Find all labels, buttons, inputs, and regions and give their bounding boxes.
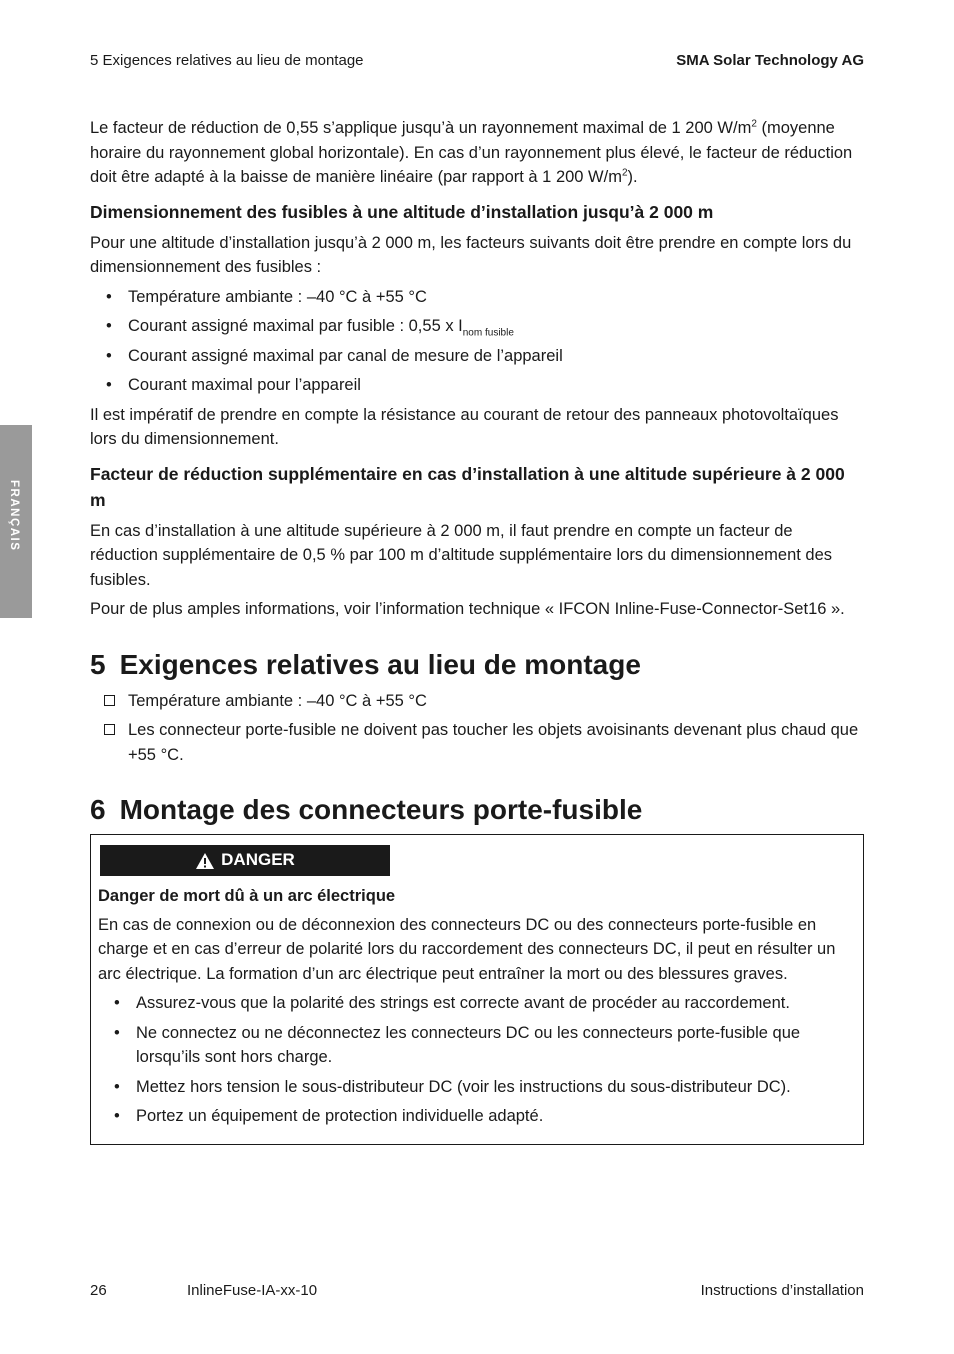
list-item: • Courant maximal pour l’appareil (90, 373, 864, 398)
page-number: 26 (90, 1282, 107, 1299)
danger-text: En cas de connexion ou de déconnexion des connecteurs DC ou des connecteurs porte-fusible en charge et en cas d’erreur de polarité lors du raccordement des connecteurs DC, il peut en résulter un arc électrique. La formation d’un arc électrique peut entraîner la mort ou des blessures graves. (98, 915, 836, 983)
list-item: • Température ambiante : –40 °C à +55 °C (90, 285, 864, 310)
checklist-item-text: Les connecteur porte-fusible ne doivent pas toucher les objets avoisinants devenant plus chaud que +55 °C. (128, 721, 859, 764)
list-item: • Mettez hors tension le sous-distributeur DC (voir les instructions du sous-distributeur DC). (98, 1075, 856, 1100)
fuse-factors-list (90, 285, 864, 398)
danger-notice (90, 834, 864, 1145)
intro-text-2: (moyenne horaire du rayonnement global horizontale). En cas d’un rayonnement plus élevé, le facteur de réduction doit être adapté à la baisse de manière linéaire (par rapport à 1 200 W/m (90, 119, 853, 186)
chapter-5-number: 5 (90, 648, 106, 680)
chapter-5-title: Exigences relatives au lieu de montage (119, 648, 641, 680)
header-section: 5 Exigences relatives au lieu de montage (90, 52, 364, 69)
checklist-item (90, 718, 864, 767)
page-content (90, 116, 864, 1145)
intro-text-3: ). (627, 168, 638, 186)
chapter-6-heading (90, 792, 864, 828)
danger-label: DANGER (221, 850, 295, 870)
danger-measures-list (98, 991, 856, 1129)
danger-label-bar (100, 845, 390, 876)
language-tab (0, 425, 32, 618)
intro-superscript-1: 2 (751, 118, 757, 130)
fuse-section-note: Il est impératif de prendre en compte la résistance au courant de retour des panneaux photovoltaïques lors du dimensionnement. (90, 405, 839, 448)
list-item: • Portez un équipement de protection individuelle adapté. (98, 1104, 856, 1129)
list-item-text: Courant assigné maximal par fusible : 0,55 x I (128, 317, 463, 335)
header-company: SMA Solar Technology AG (676, 52, 864, 69)
list-item (90, 314, 864, 339)
checkbox-icon (104, 695, 115, 706)
intro-text-1: Le facteur de réduction de 0,55 s’applique jusqu’à un rayonnement maximal de 1 200 W/m (90, 119, 752, 137)
warning-triangle-icon (195, 852, 215, 870)
fuse-section-heading: Dimensionnement des fusibles à une altitude d’installation jusqu’à 2 000 m (90, 201, 714, 222)
checkbox-icon (104, 724, 115, 735)
altitude-paragraph-1: En cas d’installation à une altitude supérieure à 2 000 m, il faut prendre en compte un facteur de réduction supplémentaire de 0,5 % par 100 m d’altitude supplémentaire lors du dimensionnement des fusibles. (90, 521, 833, 589)
intro-superscript-2: 2 (621, 167, 628, 179)
danger-title: Danger de mort dû à un arc électrique (98, 887, 396, 905)
intro-paragraph (90, 116, 864, 190)
document-code: InlineFuse-IA-xx-10 (187, 1282, 318, 1299)
chapter-6-number: 6 (90, 794, 106, 825)
list-item: • Assurez-vous que la polarité des strings est correcte avant de procéder au raccordement. (98, 991, 856, 1016)
chapter-6-title: Montage des connecteurs porte-fusible (119, 794, 643, 825)
list-item: • Courant assigné maximal par canal de mesure de l’appareil (90, 344, 864, 369)
chapter-5-heading (90, 647, 864, 683)
requirements-checklist (90, 689, 864, 768)
list-item-subscript: nom fusible (462, 327, 514, 339)
document-type: Instructions d’installation (700, 1282, 864, 1299)
fuse-section-intro: Pour une altitude d’installation jusqu’à 2 000 m, les facteurs suivants doit être prendre en compte lors du dimensionnement des fusibles : (90, 233, 852, 276)
checklist-item (90, 689, 864, 714)
altitude-section-heading: Facteur de réduction supplémentaire en cas d’installation à une altitude supérieure à 2 000 m (90, 463, 845, 510)
checklist-item-text: Température ambiante : –40 °C à +55 °C (128, 691, 427, 710)
language-tab-label: FRANÇAIS (8, 480, 20, 552)
list-item: • Ne connectez ou ne déconnectez les connecteurs DC ou les connecteurs porte-fusible que lorsqu’ils sont hors charge. (98, 1021, 856, 1070)
altitude-paragraph-2: Pour de plus amples informations, voir l’information technique « IFCON Inline-Fuse-Connector-Set16 ». (90, 600, 845, 618)
